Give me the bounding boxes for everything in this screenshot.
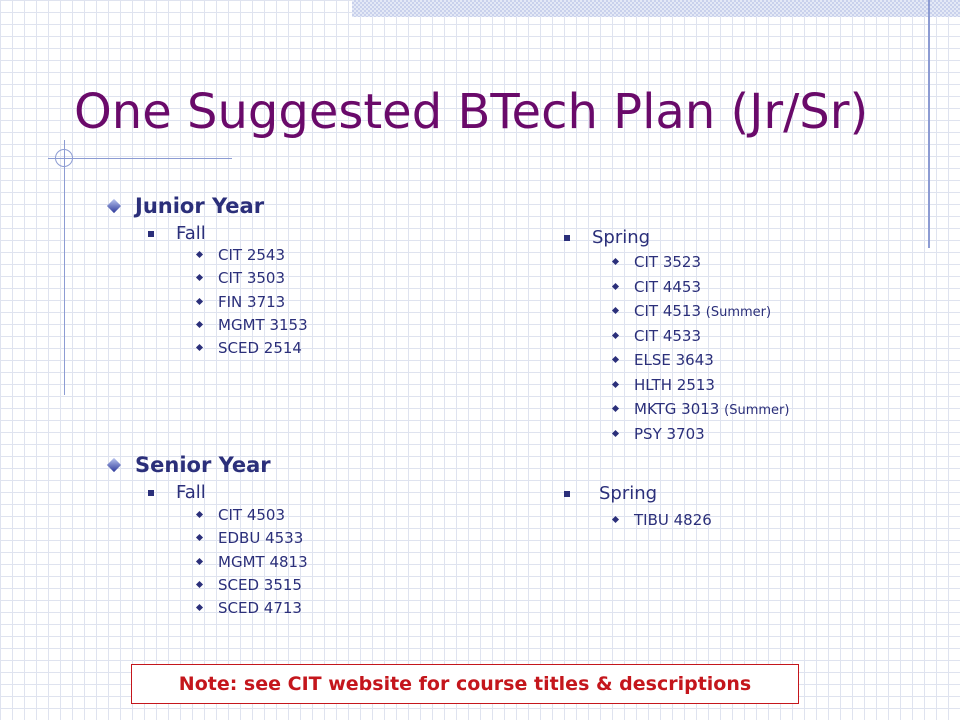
square-bullet-icon [564, 491, 570, 497]
junior-year-heading [135, 194, 264, 218]
course-code: PSY 3703 [634, 424, 705, 443]
diamond-bullet-icon [196, 581, 203, 588]
senior-fall-label: Fall [176, 482, 206, 503]
note-box: Note: see CIT website for course titles & descriptions [131, 664, 799, 704]
senior-spring-course-list [634, 511, 712, 529]
list-item [218, 553, 308, 576]
diamond-bullet-icon [612, 356, 619, 363]
course-code: SCED 2514 [218, 339, 302, 358]
list-item [218, 246, 308, 269]
course-code: HLTH 2513 [634, 375, 715, 394]
diamond-bullet-icon [612, 307, 619, 314]
course-code: CIT 4503 [218, 506, 286, 524]
list-item [634, 278, 789, 303]
left-accent-line [64, 140, 65, 395]
list-item [634, 376, 789, 401]
right-accent-line [928, 0, 930, 248]
diamond-bullet-icon [107, 199, 121, 213]
junior-spring-label: Spring [592, 227, 651, 248]
list-item [218, 529, 308, 552]
course-code: CIT 4453 [634, 277, 702, 296]
list-item [218, 576, 308, 599]
junior-spring-heading [592, 227, 650, 248]
diamond-bullet-icon [612, 516, 619, 523]
diamond-bullet-icon [196, 558, 203, 565]
course-code: EDBU 4533 [218, 529, 304, 548]
list-item [218, 293, 308, 316]
diamond-bullet-icon [612, 331, 619, 338]
diamond-bullet-icon [196, 534, 203, 541]
course-code: FIN 3713 [218, 292, 286, 311]
corner-circle-decoration [55, 149, 73, 167]
slide-title: One Suggested BTech Plan (Jr/Sr) [74, 84, 869, 140]
list-item [634, 400, 789, 425]
course-code: SCED 4713 [218, 599, 302, 618]
diamond-bullet-icon [612, 429, 619, 436]
list-item [634, 302, 789, 327]
list-item [218, 316, 308, 339]
course-code: CIT 4533 [634, 326, 702, 345]
junior-fall-course-list [218, 246, 308, 362]
list-item [218, 339, 308, 362]
course-code: MGMT 4813 [218, 552, 308, 571]
diamond-bullet-icon [196, 274, 203, 281]
square-bullet-icon [564, 235, 570, 241]
list-item [634, 351, 789, 376]
diamond-bullet-icon [107, 458, 121, 472]
list-item [634, 327, 789, 352]
senior-spring-heading [599, 483, 657, 504]
list-item [634, 253, 789, 278]
course-code: CIT 4513 [634, 302, 702, 320]
course-code: SCED 3515 [218, 575, 302, 594]
junior-fall-heading [176, 223, 206, 244]
list-item [218, 269, 308, 292]
diamond-bullet-icon [196, 298, 203, 305]
course-code: CIT 2543 [218, 246, 286, 264]
diamond-bullet-icon [196, 604, 203, 611]
diamond-bullet-icon [612, 282, 619, 289]
course-code: MGMT 3153 [218, 315, 308, 334]
course-code: MKTG 3013 [634, 400, 720, 418]
summer-note: (Summer) [724, 403, 790, 418]
diamond-bullet-icon [196, 511, 203, 518]
diamond-bullet-icon [196, 344, 203, 351]
diamond-bullet-icon [612, 405, 619, 412]
top-decorative-band [352, 0, 960, 17]
junior-spring-course-list [634, 253, 789, 449]
summer-note: (Summer) [705, 305, 772, 320]
diamond-bullet-icon [612, 258, 619, 265]
course-code: TIBU 4826 [634, 511, 712, 529]
list-item [218, 599, 308, 622]
junior-year-label: Junior Year [135, 194, 265, 218]
course-code: ELSE 3643 [634, 351, 714, 369]
title-underline [48, 158, 232, 159]
senior-fall-heading [176, 482, 206, 503]
square-bullet-icon [148, 490, 154, 496]
junior-fall-label: Fall [176, 223, 206, 244]
senior-year-label: Senior Year [135, 453, 271, 477]
list-item [634, 511, 712, 529]
course-code: CIT 3523 [634, 253, 702, 271]
senior-spring-label: Spring [599, 483, 658, 504]
senior-fall-course-list [218, 506, 308, 622]
list-item [634, 425, 789, 450]
diamond-bullet-icon [612, 380, 619, 387]
list-item [218, 506, 308, 529]
course-code: CIT 3503 [218, 269, 286, 288]
square-bullet-icon [148, 231, 154, 237]
diamond-bullet-icon [196, 321, 203, 328]
senior-year-heading [135, 453, 271, 477]
diamond-bullet-icon [196, 251, 203, 258]
